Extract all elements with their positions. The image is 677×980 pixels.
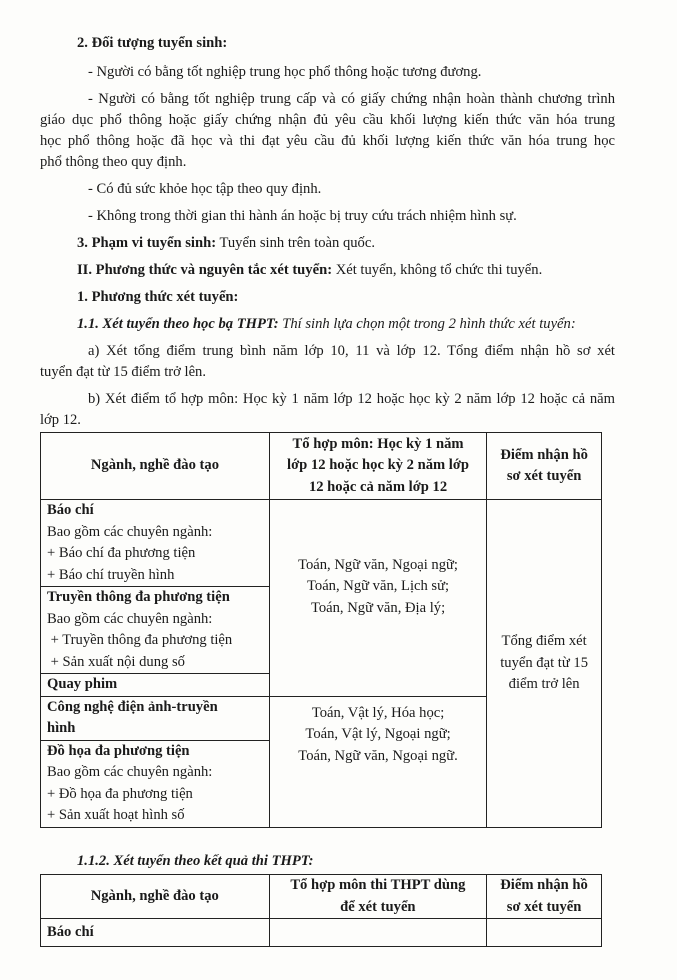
section-II-paragraph	[77, 261, 542, 279]
table2-major-bao-chi: Báo chí	[41, 919, 270, 947]
section-2-item-2: - Người có bằng tốt nghiệp trung cấp và có giấy chứng nhận hoàn thành chương trình	[88, 91, 615, 107]
table1-major-do-hoa: Đồ họa đa phương tiện Bao gồm các chuyên ngành: + Đồ họa đa phương tiện + Sản xuất hoạt hình số	[41, 740, 270, 827]
section-2-item-3: - Có đủ sức khỏe học tập theo quy định.	[88, 181, 322, 197]
section-2-heading: 2. Đối tượng tuyển sinh:	[77, 35, 228, 51]
option-a-line-2: tuyển đạt từ 15 điểm trở lên.	[40, 364, 206, 380]
section-3-text: Tuyển sinh trên toàn quốc.	[216, 235, 375, 251]
table1-score-cell: Tổng điểm xét tuyển đạt từ 15 điểm trở lên	[487, 500, 602, 828]
table2-score-empty	[487, 919, 602, 947]
table2-combo-empty	[269, 919, 487, 947]
section-3-label: 3. Phạm vi tuyển sinh:	[77, 235, 217, 251]
section-2-item-1: - Người có bằng tốt nghiệp trung học phổ thông hoặc tương đương.	[88, 64, 482, 80]
section-3-paragraph	[77, 234, 375, 252]
table1-header-combo: Tổ hợp môn: Học kỳ 1 năm lớp 12 hoặc học kỳ 2 năm lớp 12 hoặc cả năm lớp 12	[269, 433, 486, 500]
table1-header-score: Điểm nhận hồ sơ xét tuyển	[487, 433, 602, 500]
admission-table-transcript	[40, 432, 602, 828]
section-2-item-2-cont-1: giáo dục phổ thông hoặc giấy chứng nhận đủ yêu cầu khối lượng kiến thức văn hóa trung	[40, 112, 615, 128]
admission-table-exam	[40, 874, 602, 947]
method-1-heading: 1. Phương thức xét tuyển:	[77, 289, 239, 305]
table1-combo-group-a: Toán, Ngữ văn, Ngoại ngữ; Toán, Ngữ văn, Lịch sử; Toán, Ngữ văn, Địa lý;	[269, 500, 486, 697]
table1-major-bao-chi: Báo chí Bao gồm các chuyên ngành: + Báo chí đa phương tiện + Báo chí truyền hình	[41, 500, 270, 587]
table1-major-quay-phim: Quay phim	[41, 674, 270, 697]
section-2-item-2-cont-2: học phổ thông hoặc đã học và thi đạt yêu cầu đủ khối lượng kiến thức văn hóa trung học	[40, 133, 615, 149]
section-2-item-2-cont-3: phổ thông theo quy định.	[40, 154, 187, 170]
table2-header-score: Điểm nhận hồ sơ xét tuyển	[487, 875, 602, 919]
table1-header-major: Ngành, nghề đào tạo	[41, 433, 270, 500]
method-1-1-text: Thí sinh lựa chọn một trong 2 hình thức xét tuyển:	[278, 316, 576, 332]
table2-header-combo: Tổ hợp môn thi THPT dùng để xét tuyển	[269, 875, 487, 919]
section-2-item-4: - Không trong thời gian thi hành án hoặc bị truy cứu trách nhiệm hình sự.	[88, 208, 517, 224]
method-1-1-label: 1.1. Xét tuyển theo học bạ THPT:	[77, 316, 279, 332]
option-b-line-2: lớp 12.	[40, 412, 81, 428]
section-II-label: II. Phương thức và nguyên tắc xét tuyển:	[77, 262, 333, 278]
table1-combo-group-b: Toán, Vật lý, Hóa học; Toán, Vật lý, Ngoại ngữ; Toán, Ngữ văn, Ngoại ngữ.	[269, 696, 486, 827]
option-b-line-1: b) Xét điểm tổ hợp môn: Học kỳ 1 năm lớp 12 hoặc học kỳ 2 năm lớp 12 hoặc cả năm	[88, 391, 615, 407]
table1-major-truyen-thong: Truyền thông đa phương tiện Bao gồm các chuyên ngành: + Truyền thông đa phương tiện + Sản xuất nội dung số	[41, 587, 270, 674]
table1-major-cong-nghe-dien-anh: Công nghệ điện ảnh-truyền hình	[41, 696, 270, 740]
section-II-text: Xét tuyển, không tổ chức thi tuyển.	[332, 262, 543, 278]
table2-header-major: Ngành, nghề đào tạo	[41, 875, 270, 919]
method-1-1-paragraph	[77, 315, 576, 333]
option-a-line-1: a) Xét tổng điểm trung bình năm lớp 10, 11 và lớp 12. Tổng điểm nhận hồ sơ xét	[88, 343, 615, 359]
method-1-1-2-heading: 1.1.2. Xét tuyển theo kết quả thi THPT:	[77, 853, 314, 869]
